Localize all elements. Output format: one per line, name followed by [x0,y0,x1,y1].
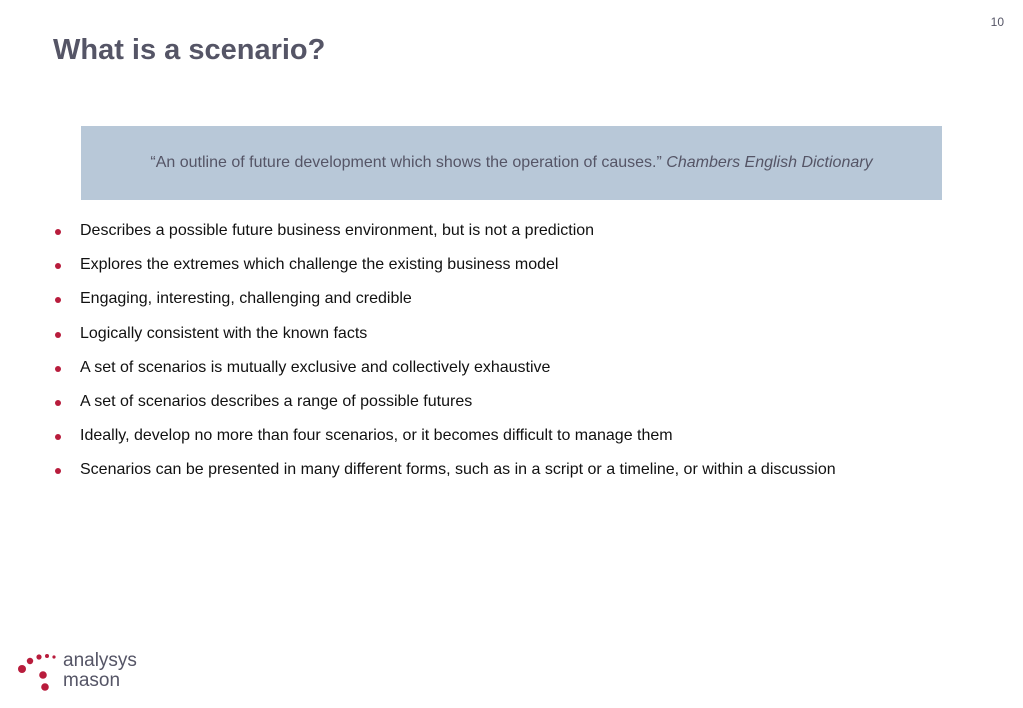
dots-logo-mark-icon [17,651,61,695]
list-item-text: A set of scenarios describes a range of possible futures [80,392,473,410]
quote-box [81,126,942,200]
list-item [53,255,836,289]
list-item [53,324,836,358]
slide-number: 10 [990,15,1004,29]
quote-text: “An outline of future development which shows the operation of causes.” [150,154,662,171]
logo-line-1: analysys [63,650,137,671]
dot-bullet-icon [55,468,61,474]
list-item-text: Describes a possible future business environment, but is not a prediction [80,222,595,239]
logo-line-2: mason [63,670,121,691]
list-item [53,392,836,426]
slide-title: What is a scenario? [53,34,326,66]
list-item [53,221,836,255]
logo-wordmark [63,651,137,691]
list-item [53,460,836,494]
company-logo [17,651,152,695]
dot-bullet-icon [55,366,61,372]
dot-bullet-icon [55,400,61,406]
list-item-text: A set of scenarios is mutually exclusive and collectively exhaustive [80,358,551,376]
list-item [53,289,836,323]
list-item-text: Logically consistent with the known facts [80,324,368,342]
dot-bullet-icon [55,332,61,338]
dot-bullet-icon [55,434,61,440]
list-item-text: Explores the extremes which challenge the existing business model [80,256,559,274]
quote-source: Chambers English Dictionary [666,154,873,171]
dot-bullet-icon [55,229,61,235]
dot-bullet-icon [55,297,61,303]
dot-bullet-icon [55,263,61,269]
list-item [53,358,836,392]
list-item-text: Ideally, develop no more than four scenarios, or it becomes difficult to manage them [80,427,673,445]
list-item-text: Engaging, interesting, challenging and credible [80,290,412,308]
list-item [53,426,836,460]
bullet-list [53,221,836,495]
list-item-text: Scenarios can be presented in many different forms, such as in a script or a timeline, or within a discussion [80,461,836,479]
